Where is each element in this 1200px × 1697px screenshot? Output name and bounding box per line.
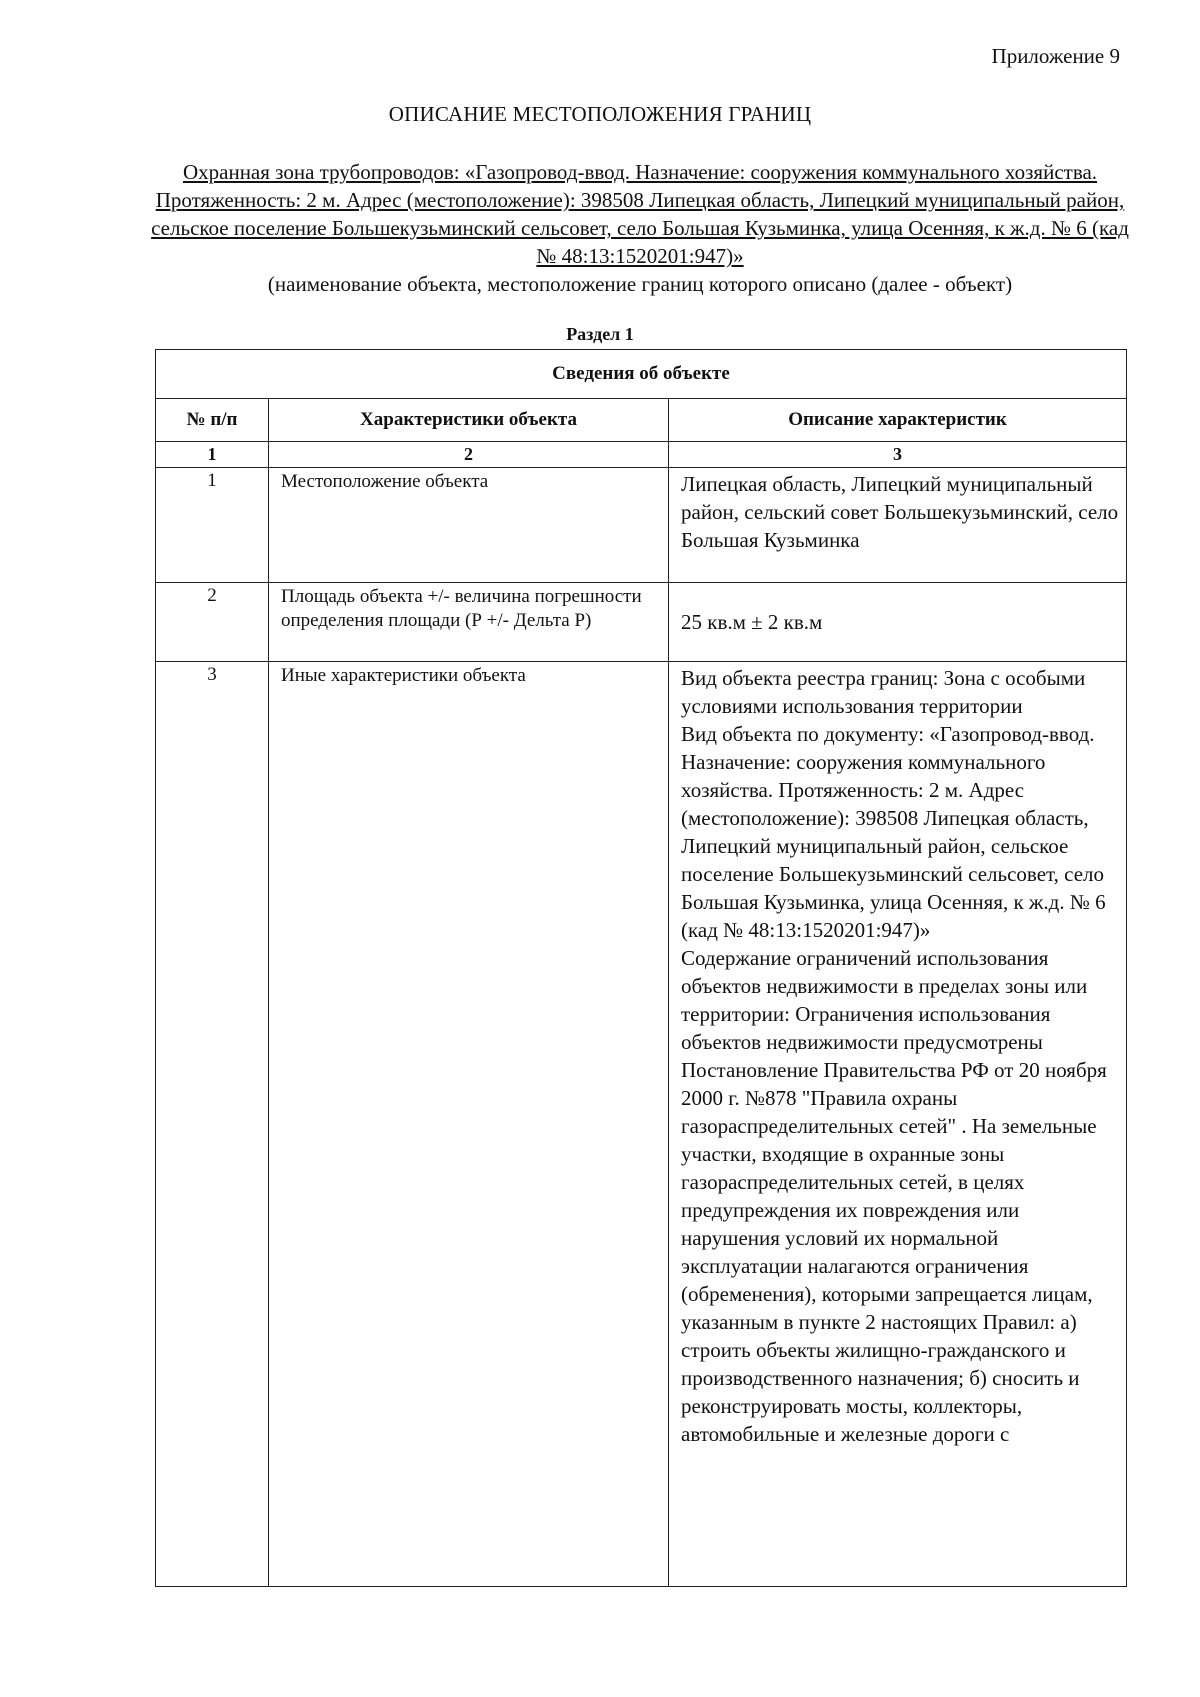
table-header-row (156, 399, 1127, 442)
table-row (156, 468, 1127, 583)
row-description: 25 кв.м ± 2 кв.м (669, 583, 1127, 662)
document-title: ОПИСАНИЕ МЕСТОПОЛОЖЕНИЯ ГРАНИЦ (388, 102, 812, 126)
column-number-row (156, 442, 1127, 468)
column-header-characteristic: Характеристики объекта (269, 399, 669, 442)
row-characteristic: Площадь объекта +/- величина погрешности определения площади (Р +/- Дельта Р) (269, 583, 669, 662)
object-name: Охранная зона трубопроводов: «Газопровод-ввод. Назначение: сооружения коммунального хозяйства. Протяженность: 2 м. Адрес (местоположение): 398508 Липецкая область, Липецкий муниципальный район, сельское поселение Большекузьминский сельсовет, село Большая Кузьминка, улица Осенняя, к ж.д. № 6 (кад № 48:13:1520201:947)» (151, 160, 1129, 268)
table-caption: Сведения об объекте (156, 350, 1127, 399)
table-row (156, 662, 1127, 1587)
column-number: 3 (669, 442, 1127, 468)
row-number: 2 (156, 583, 269, 662)
column-number: 2 (269, 442, 669, 468)
table-caption-row (156, 350, 1127, 399)
row-description: Липецкая область, Липецкий муниципальный район, сельский совет Большекузьминский, село Большая Кузьминка (669, 468, 1127, 583)
row-number: 3 (156, 662, 269, 1587)
row-description: Вид объекта реестра границ: Зона с особыми условиями использования территории Вид объекта по документу: «Газопровод-ввод. Назначение: сооружения коммунального хозяйства. Протяженность: 2 м. Адрес (местоположение): 398508 Липецкая область, Липецкий муниципальный район, сельское поселение Большекузьминский сельсовет, село Большая Кузьминка, улица Осенняя, к ж.д. № 6 (кад № 48:13:1520201:947)» Содержание ограничений использования объектов недвижимости в пределах зоны или территории: Ограничения использования объектов недвижимости предусмотрены Постановление Правительства РФ от 20 ноября 2000 г. №878 "Правила охраны газораспределительных сетей" . На земельные участки, входящие в охранные зоны газораспределительных сетей, в целях предупреждения их повреждения или нарушения условий их нормальной эксплуатации налагаются ограничения (обременения), которыми запрещается лицам, указанным в пункте 2 настоящих Правил: а) строить объекты жилищно-гражданского и производственного назначения; б) сносить и реконструировать мосты, коллекторы, автомобильные и железные дороги с (669, 662, 1127, 1587)
row-characteristic: Местоположение объекта (269, 468, 669, 583)
table-row (156, 583, 1127, 662)
column-header-description: Описание характеристик (669, 399, 1127, 442)
row-number: 1 (156, 468, 269, 583)
section-label: Раздел 1 (566, 324, 634, 344)
annex-label: Приложение 9 (991, 44, 1120, 68)
column-header-number: № п/п (156, 399, 269, 442)
object-caption: (наименование объекта, местоположение границ которого описано (далее - объект) (267, 272, 1013, 296)
column-number: 1 (156, 442, 269, 468)
object-info-table (155, 349, 1127, 1587)
row-characteristic: Иные характеристики объекта (269, 662, 669, 1587)
